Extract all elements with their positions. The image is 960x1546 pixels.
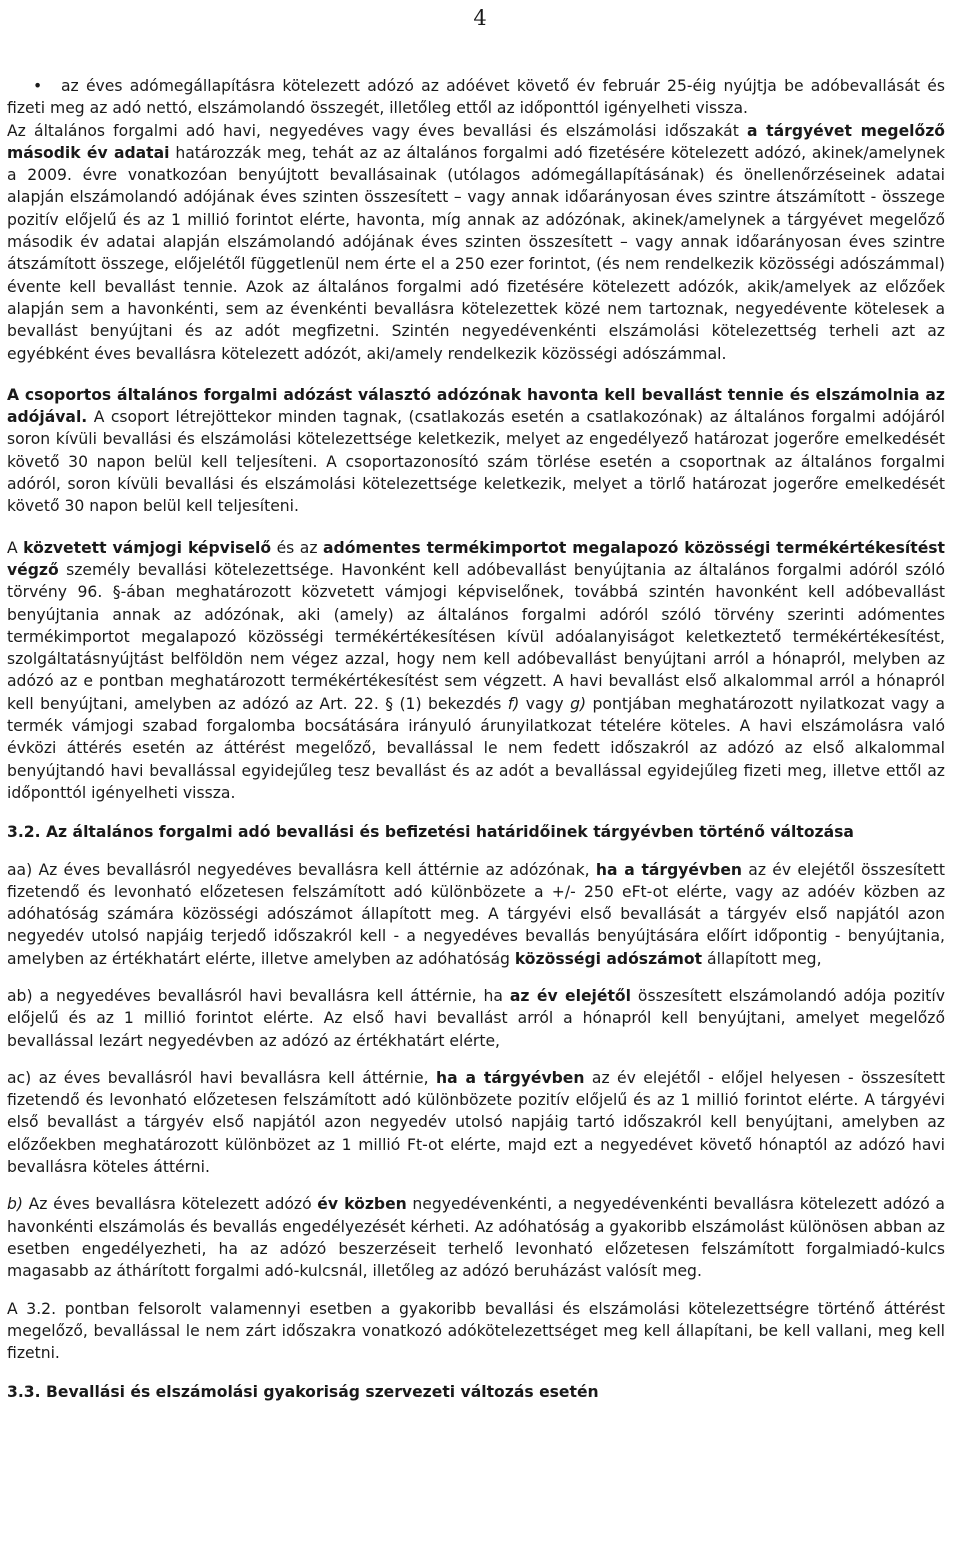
text-run: pontjában meghatározott nyilatkozat vagy a termék vámjogi szabad forgalomba bocsátására irányuló árunyilatkozat tételére köteles. A havi elszámolásra való évközi áttérés esetén az áttérést megelőző, bevallással le nem fedett időszakról az adózó az első alkalommal benyújtandó havi bevallással egyidejűleg tesz bevallást és az adót a bevallással egyidejűleg fizeti meg, illetve ettől az időponttól igényelheti vissza. bbox=[7, 694, 945, 802]
text-run: aa) Az éves bevallásról negyedéves bevallásra kell áttérnie az adózónak, bbox=[7, 860, 596, 879]
text-run: az év elejétől összesített fizetendő és levonható előzetesen felszámított adó különbözete a +/- 250 eFt-ot elérte, vagy az adóév közben az adóhatóság számára közösségi adószámot állapított meg. A tárgyévi első bevallását a tárgyév első napjától azon negyedév utolsó napjáig terjedő időszakról kell - a negyedéves bevallás benyújtására előírt időpontig - benyújtania, amelyben az értékhatárt elérte, illetve amelyben az adóhatóság bbox=[7, 860, 945, 968]
text-run: ab) a negyedéves bevallásról havi bevallásra kell áttérnie, ha bbox=[7, 986, 510, 1005]
paragraph-transition-closing: A 3.2. pontban felsorolt valamennyi esetben a gyakoribb bevallási és elszámolási kötelezettségre történő áttérést megelőző, bevallással le nem zárt időszakra vonatkozó adókötelezettséget meg kell állapítani, be kell vallani, meg kell fizetni. bbox=[7, 1299, 945, 1363]
bold-run: év közben bbox=[317, 1195, 407, 1214]
bold-run: közvetett vámjogi képviselő bbox=[23, 538, 272, 557]
text-run: A bbox=[7, 538, 24, 557]
text-run: személy bevallási kötelezettsége. Havonként kell adóbevallást benyújtania az általános forgalmi adóról szóló törvény 96. §-ában meghatározott közvetett vámjogi képviselőnek, továbbá szintén havonként kell adóbevallást benyújtania annak az adózónak, aki (amely) az általános forgalmi adóról szóló törvény szerinti adómentes termékimportot megalapozó közösségi termékértékesítésen kívül adóalanyiságot keletkeztető termékértékesítést, szolgáltatásnyújtást belföldön nem végez azzal, hogy nem kell adóbevallást benyújtani arról a hónapról, melyben az adózó az e pontban meghatározott termékértékesítést sem végzett. A havi bevallást első alkalommal arról a hónapról kell benyújtani, amelyben az adózó az Art. 22. § (1) bekezdés bbox=[7, 560, 945, 713]
text-run: az év elejétől - előjel helyesen - összesített fizetendő és levonható előzetesen felszámított adó különbözete pozitív előjelű és az 1 millió forintot elérte. A tárgyévi első bevallást a tárgyév első napjától azon negyedév utolsó napjáig tartó időszakról kell benyújtani, amelyben az előzőekben meghatározott különbözet az 1 millió Ft-ot elérte, majd ezt a negyedévet követő hónaptól az adózó havi bevallásra köteles áttérni. bbox=[7, 1068, 945, 1177]
bold-run: ha a tárgyévben bbox=[595, 860, 743, 879]
bold-run: az év elejétől bbox=[509, 986, 631, 1005]
text-run: és az bbox=[271, 538, 324, 557]
bold-run: a tárgyévet megelőző második év adatai bbox=[7, 121, 945, 162]
paragraph-ab bbox=[7, 985, 945, 1052]
paragraph-vat-periods bbox=[7, 120, 945, 365]
text-run: vagy bbox=[519, 694, 571, 713]
text-run: Az éves bevallásra kötelezett adózó bbox=[22, 1195, 318, 1214]
page-number: 4 bbox=[473, 6, 487, 30]
text-run: Az általános forgalmi adó havi, negyedéves vagy éves bevallási és elszámolási időszakát bbox=[7, 121, 748, 140]
paragraph-b bbox=[7, 1193, 945, 1282]
italic-run: b) bbox=[7, 1195, 23, 1214]
italic-run: f) bbox=[507, 694, 520, 713]
bullet-text: az éves adómegállapításra kötelezett adózó az adóévet követő év február 25-éig nyújtja be adóbevallását és fizeti meg az adó nettó, elszámolandó összegét, illetőleg ettől az időponttól igényelheti vissza. bbox=[7, 77, 945, 118]
bold-run: ha a tárgyévben bbox=[435, 1068, 585, 1087]
document-body bbox=[7, 75, 945, 1404]
paragraph-ac bbox=[7, 1067, 945, 1178]
bullet-icon: • bbox=[33, 77, 43, 95]
text-run: A csoport létrejöttekor minden tagnak, (csatlakozás esetén a csatlakozónak) az általános forgalmi adójáról soron kívüli bevallási és elszámolási kötelezettsége keletkezik, melyet az engedélyező határozat jogerőre emelkedését követő 30 napon belül kell teljesíteni. A csoportazonosító szám törlése esetén a csoportnak az általános forgalmi adóról, soron kívüli bevallási és elszámolási kötelezettsége keletkezik, melyet a törlő határozat jogerőre emelkedését követő 30 napon belül kell teljesíteni. bbox=[7, 408, 945, 516]
bold-run: adómentes termékimportot megalapozó közösségi termékértékesítést végző bbox=[7, 538, 946, 579]
text-run: állapított meg, bbox=[702, 949, 822, 968]
text-run: határozzák meg, tehát az az általános forgalmi adó fizetésére kötelezett adózó, akinek/amelynek a 2009. évre vonatkozóan benyújtott bevallásainak (utólagos adómegállapításának) és önellenőrzéseinek adatai alapján elszámolandó adójának éves szinten összesített – vagy annak időarányosan éves szintre átszámított - összege pozitív előjelű és az 1 millió forintot elérte, havonta, míg annak az adózónak, akinek/amelynek a tárgyévet megelőző második év adatai alapján elszámolandó adójának éves szinten összesített – vagy annak időarányosan éves szintre átszámított összege, előjelétől függetlenül nem érte el a 250 ezer forintot, (és nem rendelkezik közösségi adószámmal) évente kell bevallást tennie. Azok az általános forgalmi adó fizetésére kötelezett adózók, akik/amelyek az előzőek alapján sem a havonkénti, sem az évenkénti bevallásra kötelezettek közé nem tartoznak, negyedévente kötelesek a bevallást benyújtani és az adót megfizetni. Szintén negyedévenkénti elszámolási kötelezettség terheli azt az egyébként éves bevallásra kötelezett adózót, aki/amely rendelkezik közösségi adószámmal. bbox=[7, 143, 945, 363]
text-run: ac) az éves bevallásról havi bevallásra kell áttérnie, bbox=[7, 1068, 436, 1087]
bold-run: A csoportos általános forgalmi adózást választó adózónak havonta kell bevallást tennie és elszámolnia az adójával. bbox=[7, 385, 945, 427]
bullet-item bbox=[7, 75, 945, 120]
section-heading-3-2: 3.2. Az általános forgalmi adó bevallási és befizetési határidőinek tárgyévben történő változása bbox=[7, 823, 854, 842]
bold-run: közösségi adószámot bbox=[514, 949, 703, 968]
paragraph-customs-representative bbox=[7, 537, 945, 805]
italic-run: g) bbox=[570, 694, 587, 713]
text-run: összesített elszámolandó adója pozitív előjelű és az 1 millió forintot elérte. Az első havi bevallást arról a hónapról kell benyújtani, amelyet megelőző bevallással lezárt negyedévben az adózó az értékhatárt elérte, bbox=[7, 986, 945, 1050]
section-heading-3-3: 3.3. Bevallási és elszámolási gyakoriság szervezeti változás esetén bbox=[7, 1383, 599, 1402]
paragraph-aa bbox=[7, 859, 945, 970]
text-run: negyedévenkénti, a negyedévenkénti bevallásra kötelezett adózó a havonkénti elszámolás és bevallás engedélyezését kérheti. Az adóhatóság a gyakoribb elszámolást különösen abban az esetben engedélyezheti, ha az adózó beszerzéseit terhelő levonható előzetesen felszámított forgalmiadó-kulcs magasabb az áthárított forgalmi adó-kulcsnál, illetőleg az adózó beruházást valósít meg. bbox=[7, 1195, 945, 1281]
paragraph-group-vat bbox=[7, 384, 945, 518]
